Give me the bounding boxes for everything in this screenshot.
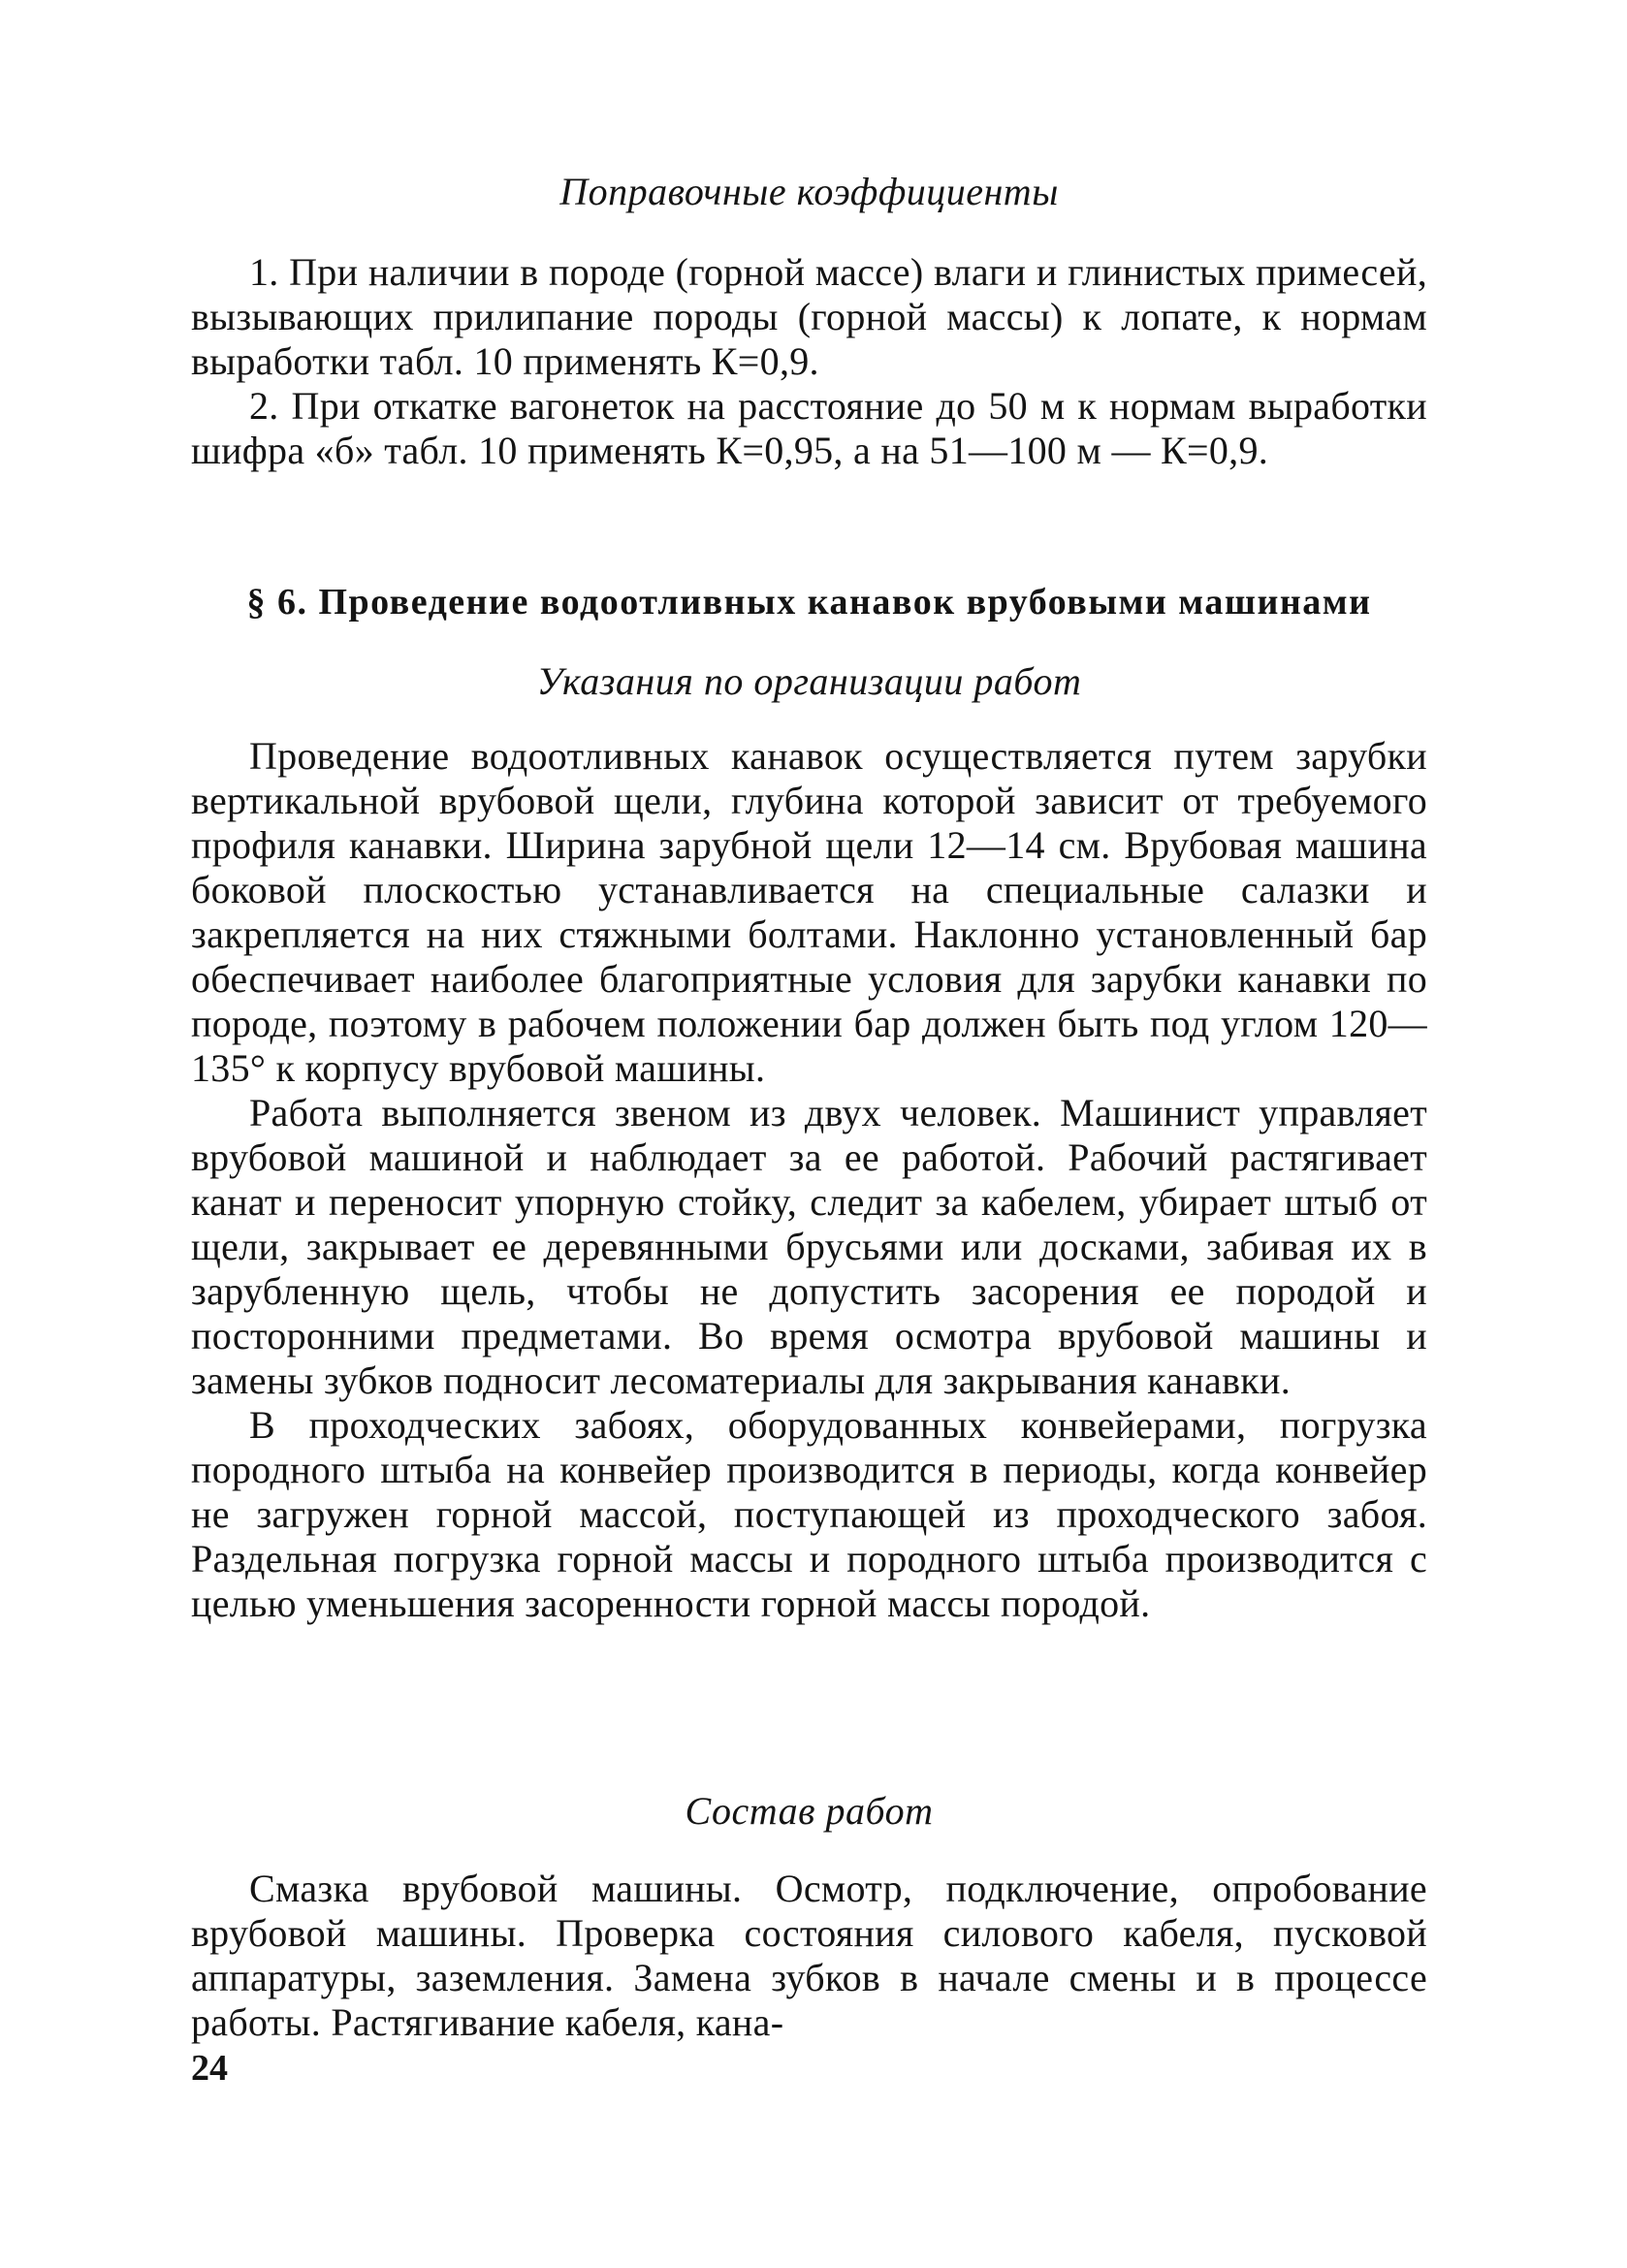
work-composition-heading: Состав работ — [685, 1789, 934, 1833]
organization-subheading: Указания по организации работ — [536, 659, 1082, 703]
corrections-list — [191, 250, 1427, 473]
section-title: § 6. Проведение водоотливных канавок врубовыми машинами — [246, 582, 1372, 623]
correction-item-1: 1. При наличии в породе (горной массе) влаги и глинистых примесей, вызывающих прилипание породы (горной массы) к лопате, к нормам выработки табл. 10 применять К=0,9. — [191, 250, 1427, 383]
organization-paragraph-2: Работа выполняется звеном из двух человек. Машинист управляет врубовой машиной и наблюдает за ее работой. Рабочий растягивает канат и переносит упорную стойку, следит за кабелем, убирает штыб от щели, закрывает ее деревянными брусьями или досками, забивая их в зарубленную щель, чтобы не допустить засорения ее породой и посторонними предметами. Во время осмотра врубовой машины и замены зубков подносит лесоматериалы для закрывания канавки. — [191, 1091, 1427, 1402]
work-composition-paragraph: Смазка врубовой машины. Осмотр, подключение, опробование врубовой машины. Проверка состояния силового кабеля, пусковой аппаратуры, заземления. Замена зубков в начале смены и в процессе работы. Растягивание кабеля, кана- — [191, 1867, 1427, 2044]
organization-paragraph-1: Проведение водоотливных канавок осуществляется путем зарубки вертикальной врубовой щели, глубина которой зависит от требуемого профиля канавки. Ширина зарубной щели 12—14 см. Врубовая машина боковой плоскостью устанавливается на специальные салазки и закрепляется на них стяжными болтами. Наклонно установленный бар обеспечивает наиболее благоприятные условия для зарубки канавки по породе, поэтому в рабочем положении бар должен быть под углом 120—135° к корпусу врубовой машины. — [191, 734, 1427, 1090]
organization-paragraph-3: В проходческих забоях, оборудованных конвейерами, погрузка породного штыба на конвейер производится в периоды, когда конвейер не загружен горной массой, поступающей из проходческого забоя. Раздельная погрузка горной массы и породного штыба производится с целью уменьшения засоренности горной массы породой. — [191, 1403, 1427, 1625]
correction-item-2: 2. При откатке вагонеток на расстояние до 50 м к нормам выработки шифра «б» табл. 10 применять К=0,95, а на 51—100 м — К=0,9. — [191, 384, 1427, 472]
organization-text — [191, 734, 1427, 1626]
page-number: 24 — [191, 2048, 228, 2089]
corrections-heading: Поправочные коэффициенты — [559, 170, 1059, 213]
work-composition-text — [191, 1867, 1427, 2045]
